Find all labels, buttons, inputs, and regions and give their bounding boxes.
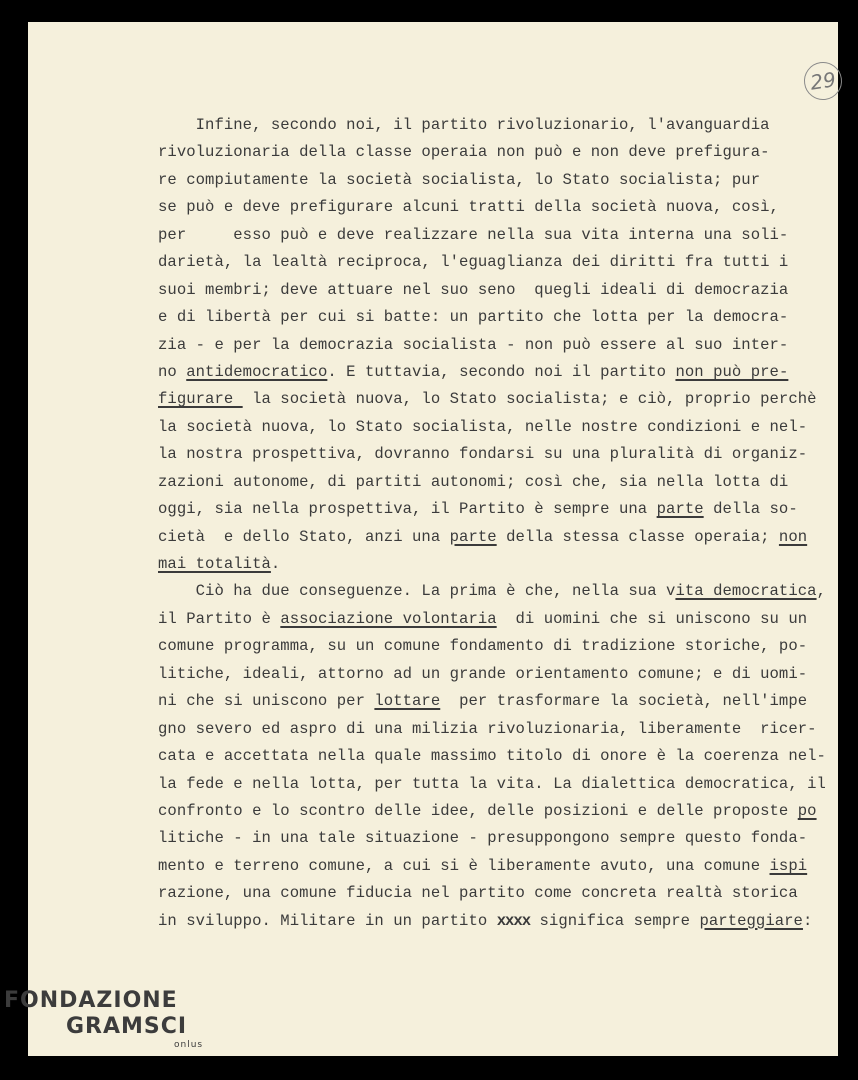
text-segment: darietà, la lealtà reciproca, l'eguaglianza dei diritti fra tutti i — [158, 253, 789, 272]
text-segment: mento e terreno comune, a cui si è liberamente avuto, una comune — [158, 856, 770, 875]
text-segment: , — [816, 582, 826, 601]
underlined-text: ispi — [769, 856, 808, 875]
archive-watermark-logo — [4, 988, 203, 1050]
text-segment: la società nuova, lo Stato socialista; e ciò, proprio perchè — [242, 390, 817, 409]
text-segment: per esso può e deve realizzare nella sua vita interna una soli- — [158, 225, 789, 244]
text-segment: Ciò ha due conseguenze. La prima è che, nella sua v — [158, 582, 676, 601]
text-segment: . E tuttavia, secondo noi il partito — [327, 362, 676, 381]
text-segment: il Partito è — [158, 609, 281, 628]
text-segment: di uomini che si uniscono su un — [496, 609, 808, 628]
text-line — [158, 688, 828, 715]
underlined-text: ita democratica — [675, 582, 817, 601]
text-segment: litiche - in una tale situazione - presuppongono sempre questo fonda- — [158, 829, 808, 848]
struck-out-text: xxxx — [496, 911, 531, 930]
underlined-text: lottare — [374, 692, 441, 711]
underlined-text: parteggiare — [699, 911, 803, 930]
text-line — [158, 825, 828, 852]
underlined-text: figurare — [158, 390, 243, 409]
text-line — [158, 524, 828, 551]
text-segment: razione, una comune fiducia nel partito come concreta realtà storica — [158, 884, 798, 903]
text-segment: re compiutamente la società socialista, lo Stato socialista; pur — [158, 170, 761, 189]
text-segment: litiche, ideali, attorno ad un grande orientamento comune; e di uomi- — [158, 664, 808, 683]
text-segment: della stessa classe operaia; — [496, 527, 779, 546]
text-line — [158, 167, 828, 194]
text-segment: se può e deve prefigurare alcuni tratti della società nuova, così, — [158, 198, 779, 217]
text-segment: la fede e nella lotta, per tutta la vita. La dialettica democratica, il — [158, 774, 826, 793]
text-segment: confronto e lo scontro delle idee, delle posizioni e delle proposte — [158, 801, 798, 820]
text-line — [158, 386, 828, 413]
text-segment: della so- — [703, 500, 798, 519]
underlined-text: po — [797, 801, 817, 820]
text-segment: per trasformare la società, nell'impe — [440, 692, 808, 711]
text-line — [158, 771, 828, 798]
text-segment: . — [270, 555, 281, 573]
text-segment: oggi, sia nella prospettiva, il Partito è sempre una — [158, 500, 657, 519]
text-line — [158, 414, 828, 441]
text-line — [158, 112, 828, 139]
text-segment: cata e accettata nella quale massimo titolo di onore è la coerenza nel- — [158, 747, 826, 766]
text-line — [158, 551, 828, 578]
text-line — [158, 194, 828, 221]
text-segment: : — [802, 911, 813, 930]
watermark-line-3: onlus — [174, 1040, 204, 1050]
underlined-text: associazione volontaria — [280, 609, 497, 628]
text-line — [158, 606, 828, 633]
underlined-text: non — [778, 527, 808, 546]
text-line — [158, 798, 828, 825]
text-line — [158, 578, 828, 605]
text-line — [158, 441, 828, 468]
handwritten-page-number: 29 — [802, 60, 845, 103]
text-segment: cietà e dello Stato, anzi una — [158, 527, 450, 546]
text-line — [158, 880, 828, 907]
text-line — [158, 633, 828, 660]
text-segment: suoi membri; deve attuare nel suo seno quegli ideali di democrazia — [158, 280, 789, 299]
text-line — [158, 853, 828, 880]
watermark-line-2: GRAMSCI — [66, 1014, 188, 1039]
text-line — [158, 359, 828, 386]
text-line — [158, 743, 828, 770]
text-segment: zia - e per la democrazia socialista - non può essere al suo inter- — [158, 335, 789, 354]
text-segment: la nostra prospettiva, dovranno fondarsi su una pluralità di organiz- — [158, 445, 808, 464]
text-segment: comune programma, su un comune fondamento di tradizione storiche, po- — [158, 637, 808, 656]
underlined-text: parte — [656, 500, 704, 519]
typewritten-text-body — [158, 112, 828, 935]
text-segment: gno severo ed aspro di una milizia rivoluzionaria, liberamente ricer- — [158, 719, 817, 738]
text-segment: la società nuova, lo Stato socialista, nelle nostre condizioni e nel- — [158, 417, 808, 436]
text-line — [158, 222, 828, 249]
underlined-text: parte — [449, 527, 497, 546]
text-line — [158, 139, 828, 166]
text-segment: significa sempre — [530, 911, 700, 930]
text-segment: ni che si uniscono per — [158, 692, 375, 711]
text-segment: zazioni autonome, di partiti autonomi; così che, sia nella lotta di — [158, 472, 789, 491]
text-line — [158, 332, 828, 359]
underlined-text: mai totalità — [158, 555, 271, 573]
text-line — [158, 716, 828, 743]
text-line — [158, 249, 828, 276]
watermark-line-1: FONDAZIONE — [4, 988, 178, 1013]
text-segment: rivoluzionaria della classe operaia non può e non deve prefigura- — [158, 143, 770, 162]
text-line — [158, 496, 828, 523]
text-line — [158, 304, 828, 331]
underlined-text: antidemocratico — [186, 362, 328, 381]
text-segment: Infine, secondo noi, il partito rivoluzionario, l'avanguardia — [158, 116, 770, 134]
underlined-text: non può pre- — [675, 362, 789, 381]
text-line — [158, 661, 828, 688]
text-segment: no — [158, 362, 187, 381]
text-segment: e di libertà per cui si batte: un partito che lotta per la democra- — [158, 308, 789, 327]
text-segment: in sviluppo. Militare in un partito — [158, 911, 497, 930]
text-line — [158, 277, 828, 304]
text-line — [158, 908, 828, 935]
text-line — [158, 469, 828, 496]
